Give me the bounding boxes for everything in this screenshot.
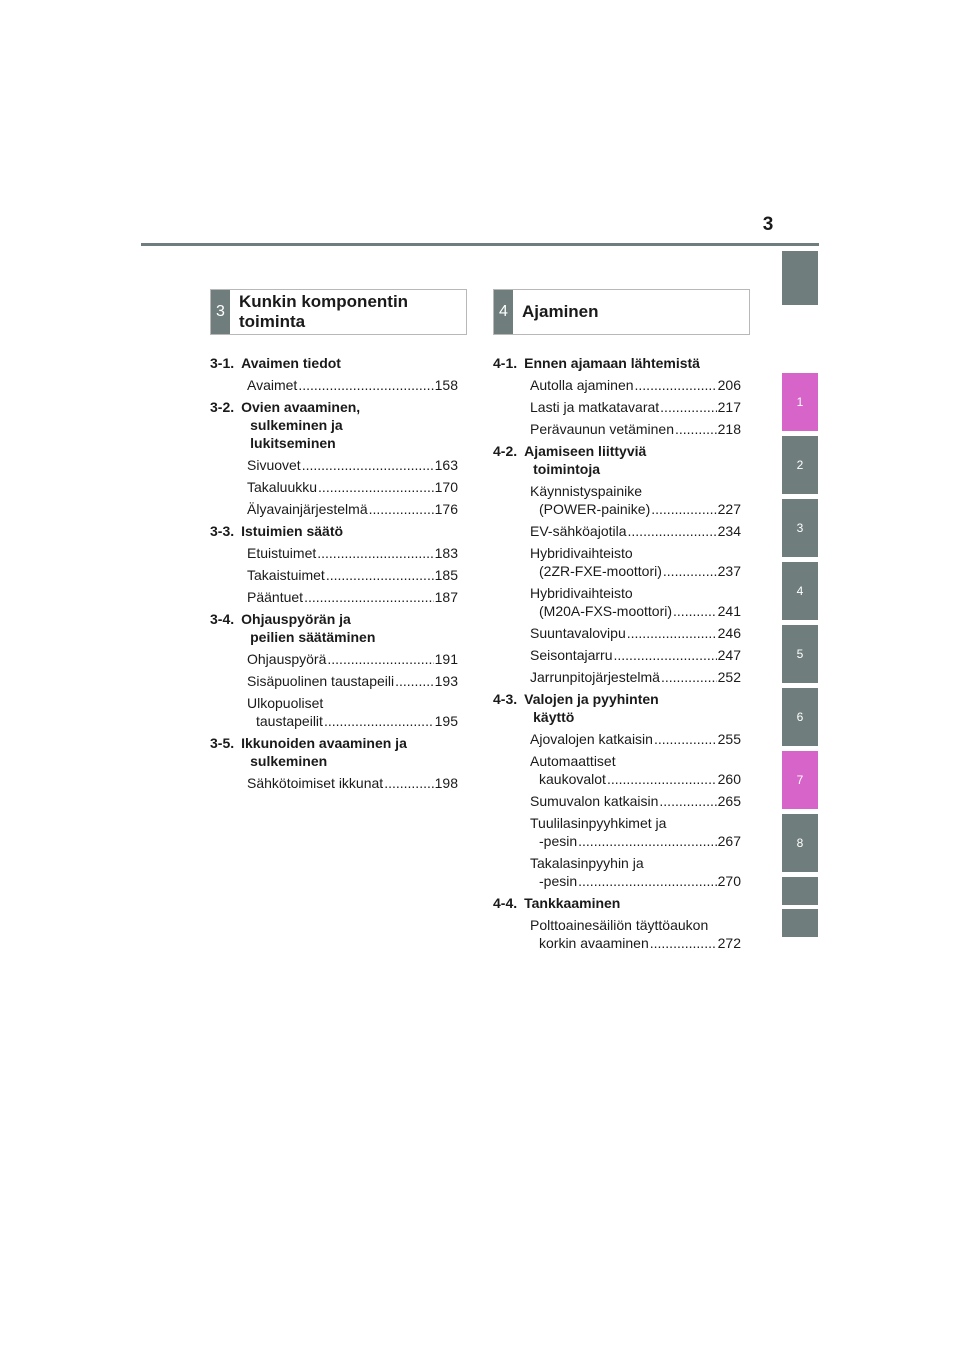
toc-entry-label-line: Jarrunpitojärjestelmä [530, 669, 660, 685]
toc-entry-label-line: Suuntavalovipu [530, 625, 626, 641]
toc-entry[interactable] [493, 646, 741, 664]
dot-leader [660, 398, 716, 416]
section-title [230, 290, 408, 334]
chapter-title-line: Valojen ja pyyhinten [524, 691, 659, 707]
toc-entry[interactable] [493, 792, 741, 810]
dot-leader [650, 934, 717, 952]
chapter-title-line: sulkeminen [250, 753, 328, 769]
toc-entry-page: 191 [434, 651, 458, 667]
side-tab-2[interactable]: 2 [782, 436, 818, 494]
section-header-3 [210, 289, 467, 335]
toc-entry-label-line: Ohjauspyörä [247, 651, 327, 667]
toc-entry-label-line: Sähkötoimiset ikkunat [247, 775, 384, 791]
toc-entry-label-line: Takaistuimet [247, 567, 325, 583]
dot-leader [578, 872, 717, 890]
toc-entry-label-line: Avaimet [247, 377, 298, 393]
chapter-heading[interactable] [493, 354, 741, 372]
toc-entry-page: 267 [717, 833, 741, 849]
section-title-line: toiminta [239, 312, 306, 331]
dot-leader [635, 376, 717, 394]
side-tab-4[interactable]: 4 [782, 562, 818, 620]
chapter-number: 4-2. [493, 443, 518, 459]
chapter-number: 3-3. [210, 523, 235, 539]
chapter-number: 4-3. [493, 691, 518, 707]
toc-entry[interactable] [210, 376, 458, 394]
chapter-title-line: peilien säätäminen [250, 629, 376, 645]
toc-entry[interactable] [493, 752, 741, 788]
toc-column-right [493, 352, 741, 956]
toc-entry-page: 193 [434, 673, 458, 689]
toc-entry-page: 247 [717, 647, 741, 663]
toc-entry-page: 255 [717, 731, 741, 747]
dot-leader [659, 792, 716, 810]
toc-entry[interactable] [210, 694, 458, 730]
chapter-title-line: toimintoja [533, 461, 601, 477]
dot-leader [627, 624, 717, 642]
side-tab-8[interactable]: 8 [782, 814, 818, 872]
toc-entry[interactable] [210, 650, 458, 668]
side-tab-6[interactable]: 6 [782, 688, 818, 746]
dot-leader [651, 500, 716, 518]
dot-leader [304, 588, 434, 606]
toc-entry-page: 183 [434, 545, 458, 561]
toc-entry[interactable] [493, 522, 741, 540]
toc-entry[interactable] [493, 420, 741, 438]
toc-entry-page: 234 [717, 523, 741, 539]
chapter-number: 4-4. [493, 895, 518, 911]
toc-entry-page: 260 [717, 771, 741, 787]
chapter-heading[interactable] [493, 894, 741, 912]
chapter-title-line: Istuimien säätö [241, 523, 344, 539]
toc-entry-page: 185 [434, 567, 458, 583]
toc-entry-page: 206 [717, 377, 741, 393]
toc-entry-label-line: -pesin [539, 833, 578, 849]
toc-entry[interactable] [493, 730, 741, 748]
toc-entry[interactable] [210, 672, 458, 690]
chapter-heading[interactable] [493, 690, 741, 726]
toc-entry-page: 265 [717, 793, 741, 809]
toc-entry-page: 170 [434, 479, 458, 495]
chapter-heading[interactable] [493, 442, 741, 478]
toc-entry-page: 246 [717, 625, 741, 641]
dot-leader [578, 832, 717, 850]
chapter-heading[interactable] [210, 734, 458, 770]
toc-entry-label-line: Sisäpuolinen taustapeili [247, 673, 395, 689]
chapter-title-line: Tankkaaminen [524, 895, 621, 911]
chapter-number: 3-2. [210, 399, 235, 415]
side-tab-blank[interactable] [782, 251, 818, 305]
toc-entry-label-line: -pesin [539, 873, 578, 889]
toc-entry[interactable] [493, 916, 741, 952]
chapter-number: 3-5. [210, 735, 235, 751]
toc-entry-label-line: Ajovalojen katkaisin [530, 731, 653, 747]
dot-leader [302, 456, 434, 474]
dot-leader [298, 376, 433, 394]
toc-entry-page: 217 [717, 399, 741, 415]
toc-entry-label-line: Seisontajarru [530, 647, 613, 663]
toc-entry-label-line: Sivuovet [247, 457, 301, 473]
toc-entry-label-line: Takalasinpyyhin ja [530, 855, 644, 871]
chapter-number: 3-4. [210, 611, 235, 627]
toc-entry-label-line: Takaluukku [247, 479, 318, 495]
toc-entry-label-line: Älyavainjärjestelmä [247, 501, 368, 517]
toc-entry[interactable] [210, 544, 458, 562]
toc-entry-label-line: Autolla ajaminen [530, 377, 634, 393]
toc-entry[interactable] [493, 544, 741, 580]
toc-entry-page: 218 [717, 421, 741, 437]
chapter-title-line: Ovien avaaminen, [241, 399, 361, 415]
dot-leader [318, 478, 434, 496]
toc-entry[interactable] [210, 588, 458, 606]
toc-column-left [210, 352, 458, 796]
toc-entry[interactable] [493, 584, 741, 620]
dot-leader [614, 646, 717, 664]
toc-entry[interactable] [493, 814, 741, 850]
dot-leader [395, 672, 434, 690]
dot-leader [384, 774, 433, 792]
toc-entry-page: 158 [434, 377, 458, 393]
toc-entry-label-line: EV-sähköajotila [530, 523, 627, 539]
toc-entry-label-line: Hybridivaihteisto [530, 585, 633, 601]
dot-leader [675, 420, 717, 438]
toc-entry-page: 163 [434, 457, 458, 473]
page-number: 3 [762, 214, 774, 235]
dot-leader [326, 566, 434, 584]
chapter-title-line: Ennen ajamaan lähtemistä [524, 355, 700, 371]
toc-entry-label-line: (POWER-painike) [539, 501, 651, 517]
toc-entry-label-line: (2ZR-FXE-moottori) [539, 563, 662, 579]
toc-entry[interactable] [493, 624, 741, 642]
dot-leader [317, 544, 433, 562]
dot-leader [661, 668, 717, 686]
toc-entry-label-line: Tuulilasinpyyhkimet ja [530, 815, 667, 831]
dot-leader [654, 730, 717, 748]
toc-entry-label-line: taustapeilit [256, 713, 323, 729]
chapter-title-line: lukitseminen [250, 435, 336, 451]
toc-entry[interactable] [493, 398, 741, 416]
chapter-title-line: käyttö [533, 709, 575, 725]
dot-leader [663, 562, 717, 580]
chapter-number: 3-1. [210, 355, 235, 371]
toc-entry[interactable] [210, 774, 458, 792]
toc-entry-page: 241 [717, 603, 741, 619]
section-header-4 [493, 289, 750, 335]
section-title-line: Kunkin komponentin [239, 292, 409, 311]
chapter-heading[interactable] [210, 398, 458, 452]
chapter-title-line: Ajamiseen liittyviä [524, 443, 647, 459]
chapter-heading[interactable] [210, 610, 458, 646]
toc-entry-label-line: kaukovalot [539, 771, 606, 787]
section-number: 4 [494, 290, 513, 334]
top-rule [141, 243, 819, 246]
section-number: 3 [211, 290, 230, 334]
side-tab-blank[interactable] [782, 909, 818, 937]
toc-entry-page: 176 [434, 501, 458, 517]
side-tab-1[interactable]: 1 [782, 373, 818, 431]
dot-leader [673, 602, 717, 620]
chapter-title-line: Ikkunoiden avaaminen ja [241, 735, 407, 751]
side-tab-3[interactable]: 3 [782, 499, 818, 557]
chapter-number: 4-1. [493, 355, 518, 371]
side-tab-5[interactable]: 5 [782, 625, 818, 683]
chapter-title-line: Ohjauspyörän ja [241, 611, 351, 627]
toc-entry-label-line: korkin avaaminen [539, 935, 649, 951]
toc-entry[interactable] [493, 376, 741, 394]
toc-entry-label-line: Polttoainesäiliön täyttöaukon [530, 917, 709, 933]
side-tab-7[interactable]: 7 [782, 751, 818, 809]
toc-entry-page: 237 [717, 563, 741, 579]
dot-leader [628, 522, 717, 540]
toc-entry-page: 187 [434, 589, 458, 605]
toc-entry[interactable] [210, 566, 458, 584]
chapter-heading[interactable] [210, 522, 458, 540]
side-tab-strip [782, 0, 818, 1358]
side-tab-blank[interactable] [782, 877, 818, 905]
toc-entry-label-line: Käynnistyspainike [530, 483, 643, 499]
toc-entry-page: 270 [717, 873, 741, 889]
dot-leader [607, 770, 717, 788]
toc-entry[interactable] [210, 456, 458, 474]
toc-entry-label-line: Pääntuet [247, 589, 304, 605]
toc-entry[interactable] [493, 854, 741, 890]
section-title [513, 290, 599, 334]
toc-entry-page: 195 [434, 713, 458, 729]
toc-entry-label-line: Etuistuimet [247, 545, 317, 561]
toc-entry[interactable] [493, 668, 741, 686]
dot-leader [327, 650, 433, 668]
chapter-title-line: Avaimen tiedot [241, 355, 341, 371]
toc-entry-label-line: Automaattiset [530, 753, 616, 769]
toc-entry-label-line: (M20A-FXS-moottori) [539, 603, 673, 619]
section-title-line: Ajaminen [522, 302, 599, 321]
toc-entry-page: 252 [717, 669, 741, 685]
chapter-heading[interactable] [210, 354, 458, 372]
toc-entry-label-line: Ulkopuoliset [247, 695, 324, 711]
dot-leader [324, 712, 434, 730]
toc-entry-page: 272 [717, 935, 741, 951]
toc-entry-page: 198 [434, 775, 458, 791]
dot-leader [369, 500, 434, 518]
chapter-title-line: sulkeminen ja [250, 417, 343, 433]
toc-entry[interactable] [493, 482, 741, 518]
toc-entry-label-line: Perävaunun vetäminen [530, 421, 674, 437]
toc-entry-label-line: Lasti ja matkatavarat [530, 399, 660, 415]
toc-entry-label-line: Hybridivaihteisto [530, 545, 633, 561]
toc-entry[interactable] [210, 478, 458, 496]
toc-entry[interactable] [210, 500, 458, 518]
toc-entry-label-line: Sumuvalon katkaisin [530, 793, 659, 809]
toc-entry-page: 227 [717, 501, 741, 517]
